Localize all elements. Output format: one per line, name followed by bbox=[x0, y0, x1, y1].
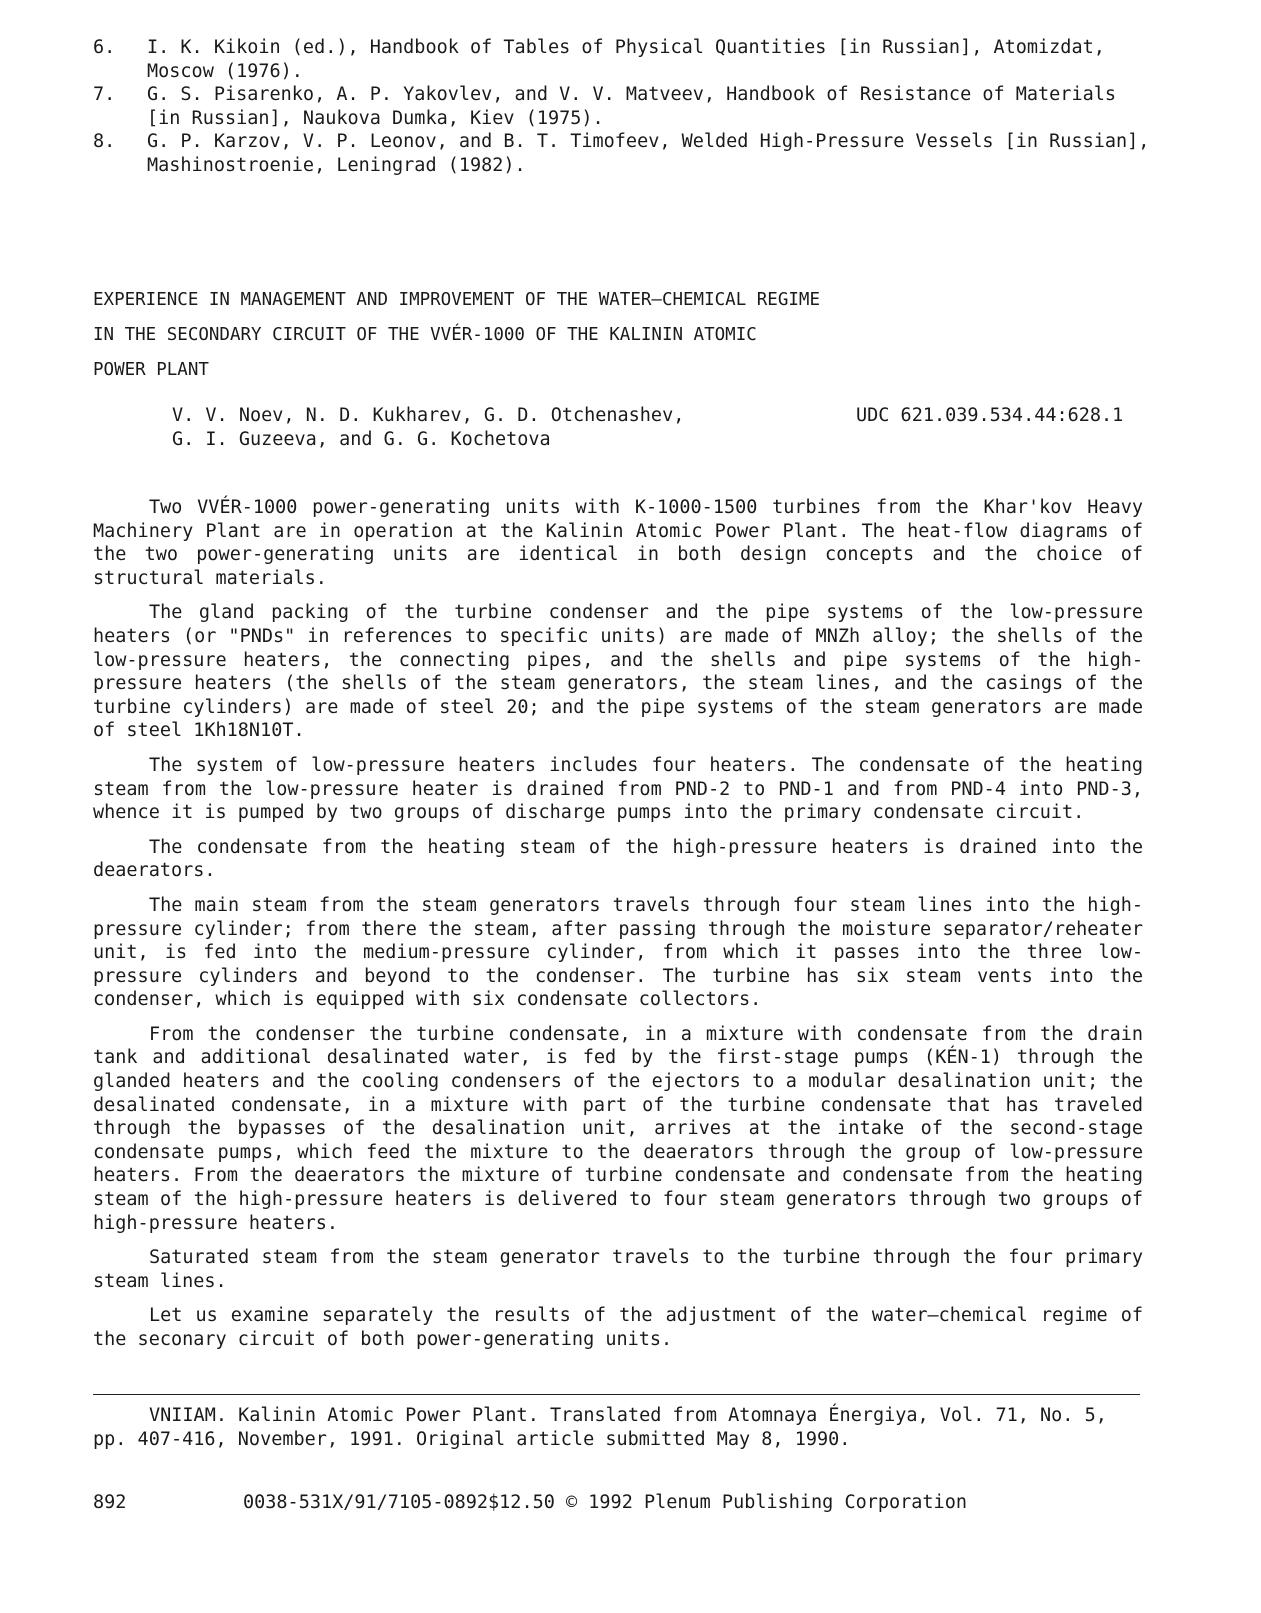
page-footer bbox=[93, 1491, 1193, 1515]
body-paragraph: The main steam from the steam generators travels through four steam lines into the high-pressure cylinder; from there the steam, after passing through the moisture separator/reheater unit, is fed into the medium-pressure cylinder, from which it passes into the three low-pressure cylinders and beyond to the condenser. The turbine has six steam vents into the condenser, which is equipped with six condensate collectors. bbox=[93, 894, 1143, 1011]
reference-number: 7. bbox=[93, 84, 116, 106]
body-paragraph: Saturated steam from the steam generator travels to the turbine through the four primary steam lines. bbox=[93, 1247, 1143, 1292]
reference-number: 6. bbox=[93, 37, 116, 58]
body-paragraph: Two VVÉR-1000 power-generating units with K-1000-1500 turbines from the Khar'kov Heavy Machinery Plant are in operation at the Kalinin Atomic Power Plant. The heat-flow diagrams of the two power-generating units are identical in both design concepts and the choice of structural materials. bbox=[93, 497, 1143, 589]
reference-text: G. P. Karzov, V. P. Leonov, and B. T. Timofeev, Welded High-Pressure Vessels [in Russian], Mashinostroenie, Leningrad (1982). bbox=[147, 131, 1150, 176]
author-list bbox=[172, 404, 772, 451]
page-number: 892 bbox=[93, 1492, 127, 1513]
reference-text: G. S. Pisarenko, A. P. Yakovlev, and V. V. Matveev, Handbook of Resistance of Materials [in Russian], Naukova Dumka, Kiev (1975). bbox=[147, 84, 1117, 129]
body-paragraph: The condensate from the heating steam of the high-pressure heaters is drained into the deaerators. bbox=[93, 836, 1143, 882]
udc-code: UDC 621.039.534.44:628.1 bbox=[856, 405, 1124, 426]
title-line: POWER PLANT bbox=[93, 360, 209, 380]
footnote: VNIIAM. Kalinin Atomic Power Plant. Translated from Atomnaya Énergiya, Vol. 71, No. 5, pp. 407-416, November, 1991. Original article submitted May 8, 1990. bbox=[93, 1405, 1107, 1450]
title-line: EXPERIENCE IN MANAGEMENT AND IMPROVEMENT OF THE WATER—CHEMICAL REGIME bbox=[93, 290, 820, 310]
reference-text: I. K. Kikoin (ed.), Handbook of Tables of Physical Quantities [in Russian], Atomizdat, Moscow (1976). bbox=[147, 37, 1105, 82]
title-line: IN THE SECONDARY CIRCUIT OF THE VVÉR-1000 OF THE KALININ ATOMIC bbox=[93, 325, 757, 345]
reference-list bbox=[93, 36, 1153, 178]
reference-item bbox=[93, 36, 1153, 83]
reference-item bbox=[93, 130, 1153, 177]
article-title bbox=[93, 288, 1093, 393]
reference-item bbox=[93, 83, 1153, 130]
article-body bbox=[93, 496, 1143, 1363]
footnote-divider bbox=[93, 1394, 1140, 1395]
publication-code: 0038-531X/91/7105-0892$12.50 © 1992 Plenum Publishing Corporation bbox=[243, 1492, 967, 1513]
reference-number: 8. bbox=[93, 131, 116, 153]
authors-line: V. V. Noev, N. D. Kukharev, G. D. Otchenashev, bbox=[172, 405, 685, 426]
body-paragraph: From the condenser the turbine condensate, in a mixture with condensate from the drain tank and additional desalinated water, is fed by the first-stage pumps (KÉN-1) through the glanded heaters and the cooling condensers of the ejectors to a modular desalination unit; the desalinated condensate, in a mixture with part of the turbine condensate that has traveled through the bypasses of the desalination unit, arrives at the intake of the second-stage condensate pumps, which feed the mixture to the deaerators through the group of low-pressure heaters. From the deaerators the mixture of turbine condensate and condensate from the heating steam of the high-pressure heaters is delivered to four steam generators through two groups of high-pressure heaters. bbox=[93, 1023, 1143, 1234]
authors-line: G. I. Guzeeva, and G. G. Kochetova bbox=[172, 428, 551, 450]
body-paragraph: The system of low-pressure heaters includes four heaters. The condensate of the heating steam from the low-pressure heater is drained from PND-2 to PND-1 and from PND-4 into PND-3, whence it is pumped by two groups of discharge pumps into the primary condensate circuit. bbox=[93, 754, 1143, 824]
body-paragraph: Let us examine separately the results of the adjustment of the water—chemical regime of the seconary circuit of both power-generating units. bbox=[93, 1305, 1143, 1350]
body-paragraph: The gland packing of the turbine condenser and the pipe systems of the low-pressure heaters (or "PNDs" in references to specific units) are made of MNZh alloy; the shells of the low-pressure heaters, the connecting pipes, and the shells and pipe systems of the high-pressure heaters (the shells of the steam generators, the steam lines, and the casings of the turbine cylinders) are made of steel 20; and the pipe systems of the steam generators are made of steel 1Kh18N10T. bbox=[93, 602, 1143, 742]
